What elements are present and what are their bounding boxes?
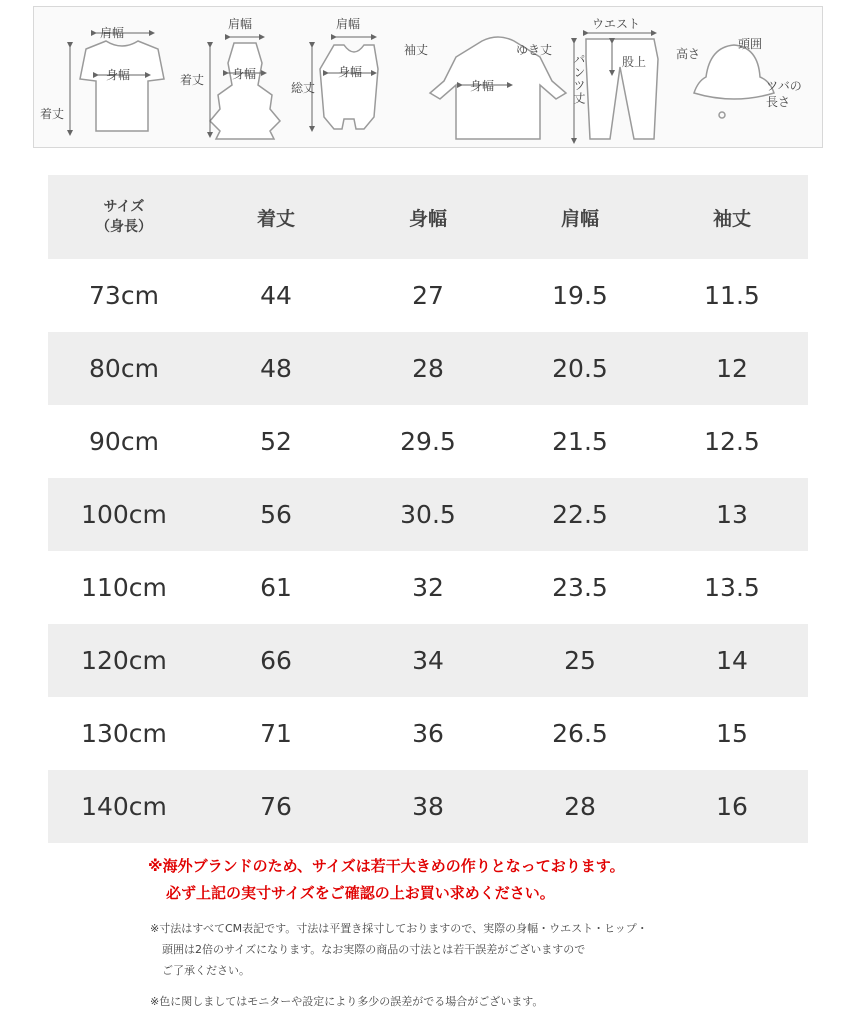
guide-jacket-yuki: ゆき丈 bbox=[516, 43, 553, 57]
color-disclaimer-note: ※色に関しましてはモニターや設定により多少の誤差がでる場合がございます。 bbox=[150, 995, 544, 1008]
cell-size: 80cm bbox=[89, 354, 159, 383]
cell-size: 120cm bbox=[81, 646, 167, 675]
guide-tshirt-body: 身幅 bbox=[106, 68, 131, 82]
header-size bbox=[48, 197, 200, 237]
cell-size: 100cm bbox=[81, 500, 167, 529]
cell-sleeve-length: 14 bbox=[716, 646, 748, 675]
cell-shoulder-width: 19.5 bbox=[552, 281, 608, 310]
table-header-row bbox=[48, 175, 808, 259]
cell-body-width: 36 bbox=[412, 719, 444, 748]
cell-length: 56 bbox=[260, 500, 292, 529]
cell-sleeve-length: 15 bbox=[716, 719, 748, 748]
guide-hat-brim-1: ツバの bbox=[766, 79, 802, 93]
cell-length: 71 bbox=[260, 719, 292, 748]
cell-sleeve-length: 12 bbox=[716, 354, 748, 383]
table-row bbox=[48, 624, 808, 697]
guide-hat-brim-2: 長さ bbox=[766, 95, 791, 109]
cell-length: 76 bbox=[260, 792, 292, 821]
cell-body-width: 32 bbox=[412, 573, 444, 602]
measurement-guide bbox=[33, 6, 823, 148]
header-size-label: サイズ bbox=[103, 199, 145, 215]
table-row bbox=[48, 405, 808, 478]
measurement-note-line-3: ご了承ください。 bbox=[162, 964, 250, 977]
cell-body-width: 29.5 bbox=[400, 427, 456, 456]
cell-shoulder-width: 20.5 bbox=[552, 354, 608, 383]
table-row bbox=[48, 259, 808, 332]
cell-body-width: 30.5 bbox=[400, 500, 456, 529]
cell-size: 73cm bbox=[89, 281, 159, 310]
cell-sleeve-length: 11.5 bbox=[704, 281, 760, 310]
cell-shoulder-width: 22.5 bbox=[552, 500, 608, 529]
garment-illustrations bbox=[34, 7, 824, 149]
table-row bbox=[48, 478, 808, 551]
hat-icon bbox=[694, 45, 774, 99]
header-body-width: 身幅 bbox=[408, 207, 447, 230]
cell-size: 140cm bbox=[81, 792, 167, 821]
measurement-note-line-1: ※寸法はすべてCM表記です。寸法は平置き採寸しておりますので、実際の身幅・ウエスト・ヒップ・ bbox=[150, 922, 648, 935]
size-table bbox=[48, 175, 808, 843]
table-row bbox=[48, 332, 808, 405]
guide-dress-length: 着丈 bbox=[180, 73, 205, 87]
table-row bbox=[48, 770, 808, 843]
table-row bbox=[48, 551, 808, 624]
cell-sleeve-length: 13.5 bbox=[704, 573, 760, 602]
warning-note-line-1: ※海外ブランドのため、サイズは若干大きめの作りとなっております。 bbox=[148, 857, 625, 875]
guide-tshirt-shoulder: 肩幅 bbox=[100, 26, 125, 40]
guide-jacket-body: 身幅 bbox=[470, 79, 495, 93]
cell-shoulder-width: 28 bbox=[564, 792, 596, 821]
guide-hat-head: 頭囲 bbox=[738, 37, 763, 51]
pants-icon bbox=[586, 39, 658, 139]
guide-dress-shoulder: 肩幅 bbox=[228, 17, 253, 31]
cell-sleeve-length: 16 bbox=[716, 792, 748, 821]
guide-romper-total: 総丈 bbox=[291, 81, 316, 95]
header-shoulder-width: 肩幅 bbox=[560, 207, 599, 230]
cell-shoulder-width: 26.5 bbox=[552, 719, 608, 748]
cell-shoulder-width: 23.5 bbox=[552, 573, 608, 602]
guide-romper-body: 身幅 bbox=[338, 65, 363, 79]
measurement-note-line-2: 頭囲は2倍のサイズになります。なお実際の商品の寸法とは若干誤差がございますので bbox=[162, 943, 586, 956]
guide-dress-body: 身幅 bbox=[232, 67, 257, 81]
cell-length: 61 bbox=[260, 573, 292, 602]
cell-length: 66 bbox=[260, 646, 292, 675]
cell-body-width: 28 bbox=[412, 354, 444, 383]
cell-sleeve-length: 12.5 bbox=[704, 427, 760, 456]
guide-pants-length: パンツ丈 bbox=[572, 53, 586, 105]
cell-shoulder-width: 21.5 bbox=[552, 427, 608, 456]
romper-icon bbox=[320, 45, 378, 129]
warning-note-line-2: 必ず上記の実寸サイズをご確認の上お買い求めください。 bbox=[166, 884, 555, 902]
guide-jacket-sleeve: 袖丈 bbox=[404, 43, 429, 57]
guide-pants-inseam: 股上 bbox=[622, 55, 647, 69]
cell-length: 48 bbox=[260, 354, 292, 383]
cell-sleeve-length: 13 bbox=[716, 500, 748, 529]
tshirt-icon bbox=[80, 41, 164, 131]
guide-hat-height: 高さ bbox=[676, 47, 701, 61]
header-length: 着丈 bbox=[256, 207, 295, 230]
cell-body-width: 27 bbox=[412, 281, 444, 310]
cell-length: 52 bbox=[260, 427, 292, 456]
guide-romper-shoulder: 肩幅 bbox=[336, 17, 361, 31]
cell-size: 130cm bbox=[81, 719, 167, 748]
cell-body-width: 38 bbox=[412, 792, 444, 821]
header-sleeve-length: 袖丈 bbox=[712, 207, 751, 230]
guide-tshirt-length: 着丈 bbox=[40, 107, 65, 121]
table-row bbox=[48, 697, 808, 770]
cell-shoulder-width: 25 bbox=[564, 646, 596, 675]
cell-size: 90cm bbox=[89, 427, 159, 456]
cell-body-width: 34 bbox=[412, 646, 444, 675]
guide-pants-waist: ウエスト bbox=[592, 17, 641, 31]
header-size-sublabel: （身長） bbox=[96, 219, 152, 235]
cell-length: 44 bbox=[260, 281, 292, 310]
dress-icon bbox=[210, 43, 280, 139]
cell-size: 110cm bbox=[81, 573, 167, 602]
